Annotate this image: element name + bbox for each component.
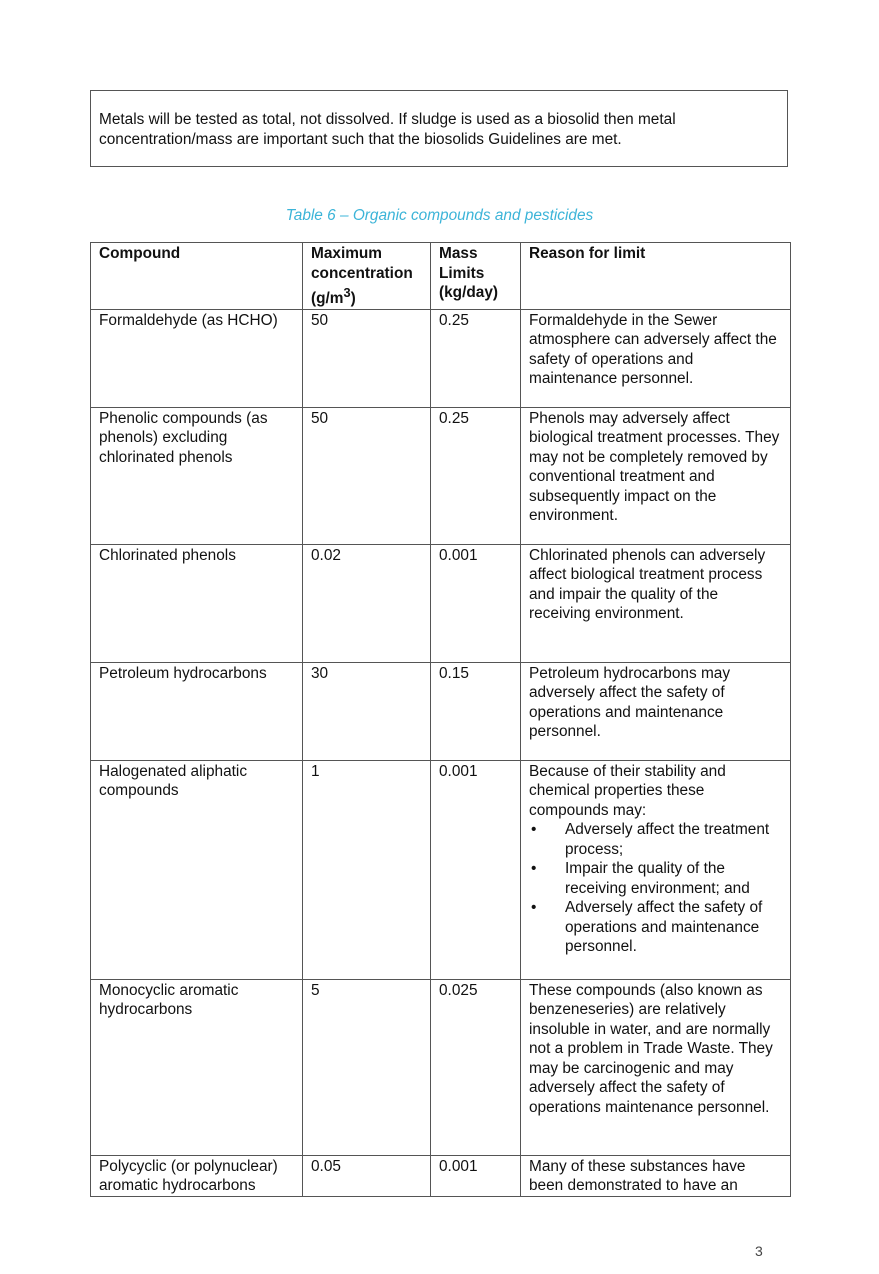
table-row [91, 309, 791, 407]
list-item-text: Adversely affect the safety of operations and maintenance personnel. [565, 899, 763, 956]
cell-max: 30 [303, 662, 431, 760]
header-superscript: 3 [343, 285, 351, 300]
cell-reason: Petroleum hydrocarbons may adversely affect the safety of operations and maintenance personnel. [521, 662, 791, 760]
cell-compound: Petroleum hydrocarbons [91, 662, 303, 760]
cell-mass: 0.025 [431, 979, 521, 1155]
cell-compound: Phenolic compounds (as phenols) excluding chlorinated phenols [91, 407, 303, 544]
cell-max: 0.02 [303, 544, 431, 662]
table-header-row [91, 243, 791, 310]
cell-reason: These compounds (also known as benzeneseries) are relatively insoluble in water, and are normally not a problem in Trade Waste. They may be carcinogenic and may adversely affect the safety of operations maintenance personnel. [521, 979, 791, 1155]
cell-mass: 0.001 [431, 1155, 521, 1196]
header-max-concentration-text: Maximum concentration (g/m [311, 245, 413, 308]
cell-mass: 0.25 [431, 309, 521, 407]
cell-mass: 0.25 [431, 407, 521, 544]
table-row [91, 979, 791, 1155]
cell-mass: 0.001 [431, 544, 521, 662]
reason-bullet-list [529, 820, 782, 957]
list-item [529, 820, 782, 859]
note-line-2: concentration/mass are important such that the biosolids Guidelines are met. [99, 130, 622, 148]
metals-note-box [90, 90, 788, 167]
header-reason: Reason for limit [521, 243, 791, 310]
cell-max: 50 [303, 407, 431, 544]
table-caption: Table 6 – Organic compounds and pesticides [285, 207, 594, 224]
cell-reason: Phenols may adversely affect biological treatment processes. They may not be completely removed by conventional treatment and subsequently impact on the environment. [521, 407, 791, 544]
list-item-text: Impair the quality of the receiving environment; and [565, 860, 750, 897]
bullet-icon: • [531, 860, 537, 878]
note-line-1: Metals will be tested as total, not dissolved. If sludge is used as a biosolid then metal [99, 111, 676, 128]
cell-mass: 0.001 [431, 760, 521, 979]
organic-compounds-table [90, 242, 791, 1197]
list-item-text: Adversely affect the treatment process; [565, 821, 770, 858]
table-row [91, 407, 791, 544]
table-row [91, 760, 791, 979]
list-item [529, 898, 782, 957]
table-row [91, 1155, 791, 1196]
reason-intro: Because of their stability and chemical properties these compounds may: [529, 762, 726, 819]
cell-reason: Many of these substances have been demonstrated to have an [521, 1155, 791, 1196]
header-max-concentration [303, 243, 431, 310]
cell-mass: 0.15 [431, 662, 521, 760]
header-close-paren: ) [350, 290, 356, 308]
table-row [91, 662, 791, 760]
cell-reason [521, 760, 791, 979]
cell-compound: Halogenated aliphatic compounds [91, 760, 303, 979]
list-item [529, 859, 782, 898]
bullet-icon: • [531, 899, 537, 917]
table-row [91, 544, 791, 662]
header-mass-limits: Mass Limits (kg/day) [431, 243, 521, 310]
cell-compound: Formaldehyde (as HCHO) [91, 309, 303, 407]
cell-max: 5 [303, 979, 431, 1155]
cell-compound: Monocyclic aromatic hydrocarbons [91, 979, 303, 1155]
cell-max: 0.05 [303, 1155, 431, 1196]
cell-compound: Chlorinated phenols [91, 544, 303, 662]
cell-reason: Chlorinated phenols can adversely affect biological treatment process and impair the quality of the receiving environment. [521, 544, 791, 662]
cell-max: 50 [303, 309, 431, 407]
cell-max: 1 [303, 760, 431, 979]
cell-reason: Formaldehyde in the Sewer atmosphere can adversely affect the safety of operations and maintenance personnel. [521, 309, 791, 407]
header-compound: Compound [91, 243, 303, 310]
page-number: 3 [755, 1243, 763, 1259]
bullet-icon: • [531, 821, 537, 839]
cell-compound: Polycyclic (or polynuclear) aromatic hydrocarbons [91, 1155, 303, 1196]
